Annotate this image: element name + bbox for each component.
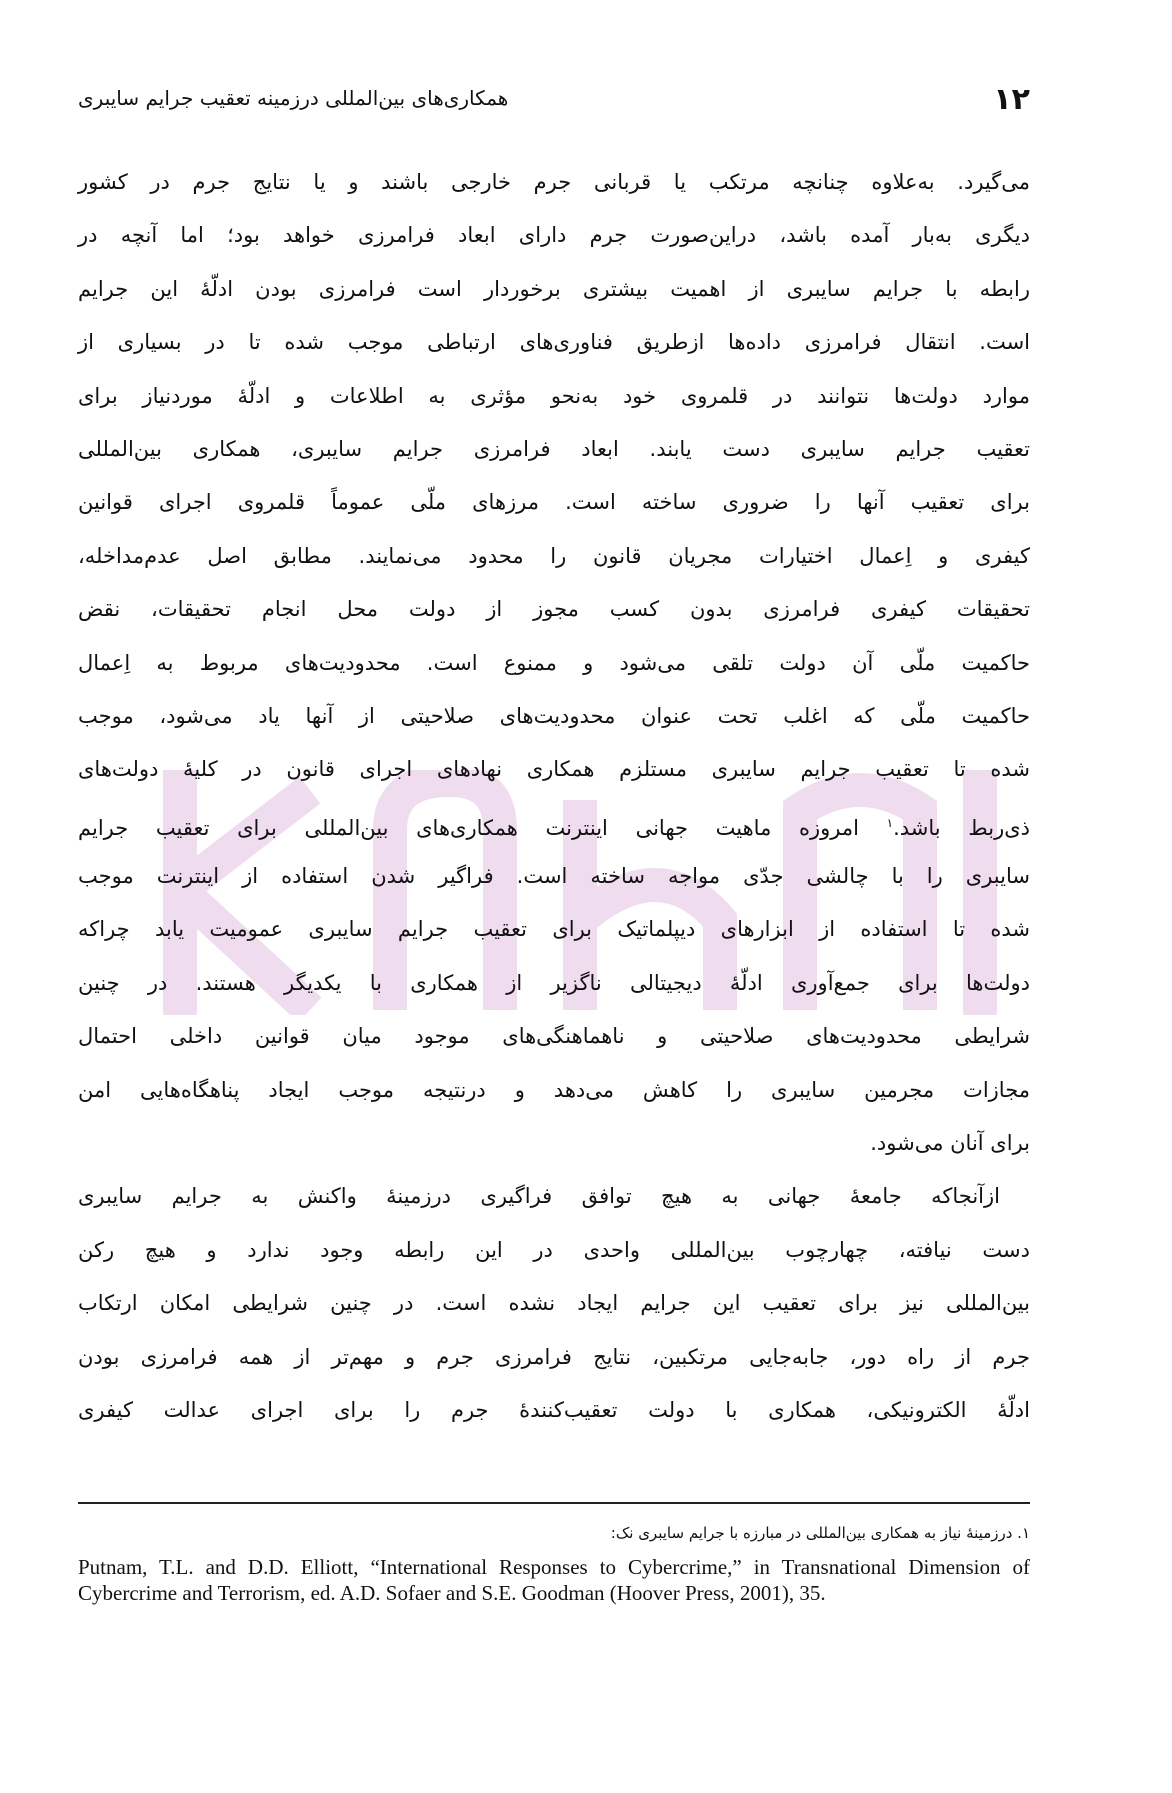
text-line: سایبری را با چالشی جدّی مواجه ساخته است. فراگیر شدن استفاده از اینترنت موجب xyxy=(78,864,1030,889)
text-line: برای آنان می‌شود. xyxy=(870,1131,1030,1156)
text-line: حاکمیت ملّی که اغلب تحت عنوان محدودیت‌های صلاحیتی از آنها یاد می‌شود، موجب xyxy=(78,703,1030,728)
text-fragment: ذی‌ربط باشد. xyxy=(893,815,1031,840)
footnote-citation: Putnam, T.L. and D.D. Elliott, “International Responses to Cybercrime,” in Transnational Dimension of Cybercrime and Terrorism, ed. A.D. Sofaer and S.E. Goodman (Hoover Press, 2001), 35. xyxy=(78,1555,1030,1605)
text-line: دست نیافته، چهارچوب بین‌المللی واحدی در این رابطه وجود ندارد و هیچ رکن xyxy=(78,1237,1030,1262)
text-line: دیگری به‌بار آمده باشد، دراین‌صورت جرم دارای ابعاد فرامرزی خواهد بود؛ اما آنچه در xyxy=(78,223,1030,248)
text-line: رابطه با جرایم سایبری از اهمیت بیشتری برخوردار است فرامرزی بودن ادلّهٔ این جرایم xyxy=(78,276,1030,301)
text-line: جرم از راه دور، جابه‌جایی مرتکبین، نتایج فرامرزی جرم و مهم‌تر از همه فرامرزی بودن xyxy=(78,1344,1030,1369)
text-line: ازآنجاکه جامعهٔ جهانی به هیچ توافق فراگیری درزمینهٔ واکنش به جرایم سایبری xyxy=(78,1184,1000,1209)
footnote-divider xyxy=(78,1502,1030,1504)
text-line: شده تا تعقیب جرایم سایبری مستلزم همکاری نهادهای اجرای قانون در کلیهٔ دولت‌های xyxy=(78,757,1030,782)
text-line: حاکمیت ملّی آن دولت تلقی می‌شود و ممنوع است. محدودیت‌های مربوط به اِعمال xyxy=(78,650,1030,675)
text-line: بین‌المللی نیز برای تعقیب این جرایم ایجاد نشده است. در چنین شرایطی امکان ارتکاب xyxy=(78,1291,1030,1316)
text-line: شرایطی محدودیت‌های صلاحیتی و ناهماهنگی‌های موجود میان قوانین داخلی احتمال xyxy=(78,1024,1030,1049)
text-line: می‌گیرد. به‌علاوه چنانچه مرتکب یا قربانی جرم خارجی باشند و یا نتایج جرم در کشور xyxy=(78,170,1030,194)
text-line: کیفری و اِعمال اختیارات مجریان قانون را محدود می‌نمایند. مطابق اصل عدم‌مداخله، xyxy=(78,543,1030,568)
page-number: ۱۲ xyxy=(993,82,1030,117)
text-line: ادلّهٔ الکترونیکی، همکاری با دولت تعقیب‌کنندهٔ جرم را برای اجرای عدالت کیفری xyxy=(78,1397,1030,1422)
footnote-persian: ۱. درزمینهٔ نیاز به همکاری بین‌المللی در مبارزه با جرایم سایبری نک: xyxy=(610,1524,1030,1542)
text-line: است. انتقال فرامرزی داده‌ها ازطریق فناوری‌های ارتباطی موجب شده تا در بسیاری از xyxy=(78,330,1030,355)
body-text xyxy=(78,162,1030,1443)
text-line: موارد دولت‌ها نتوانند در قلمروی خود به‌نحو مؤثری به اطلاعات و ادلّهٔ موردنیاز برای xyxy=(78,383,1030,408)
text-line: تعقیب جرایم سایبری دست یابند. ابعاد فرامرزی جرایم سایبری، همکاری بین‌المللی xyxy=(78,436,1030,461)
text-line: دولت‌ها برای جمع‌آوری ادلّهٔ دیجیتالی ناگزیر از همکاری با یکدیگر هستند. در چنین xyxy=(78,970,1030,995)
text-line: برای تعقیب آنها را ضروری ساخته است. مرزهای ملّی عموماً قلمروی اجرای قوانین xyxy=(78,490,1030,515)
text-line-with-footnote xyxy=(78,803,1030,856)
text-line: مجازات مجرمین سایبری را کاهش می‌دهد و درنتیجه موجب ایجاد پناهگاه‌هایی امن xyxy=(78,1077,1030,1102)
text-fragment: امروزه ماهیت جهانی اینترنت همکاری‌های بین‌المللی برای تعقیب جرایم xyxy=(78,815,887,840)
text-line: شده تا استفاده از ابزارهای دیپلماتیک برای تعقیب جرایم سایبری عمومیت یابد چراکه xyxy=(78,917,1030,942)
text-line: تحقیقات کیفری فرامرزی بدون کسب مجوز از دولت محل انجام تحقیقات، نقض xyxy=(78,597,1030,622)
running-head: همکاری‌های بین‌المللی درزمینه تعقیب جرایم سایبری xyxy=(78,86,509,110)
footnote-marker[interactable]: ۱ xyxy=(886,815,894,830)
